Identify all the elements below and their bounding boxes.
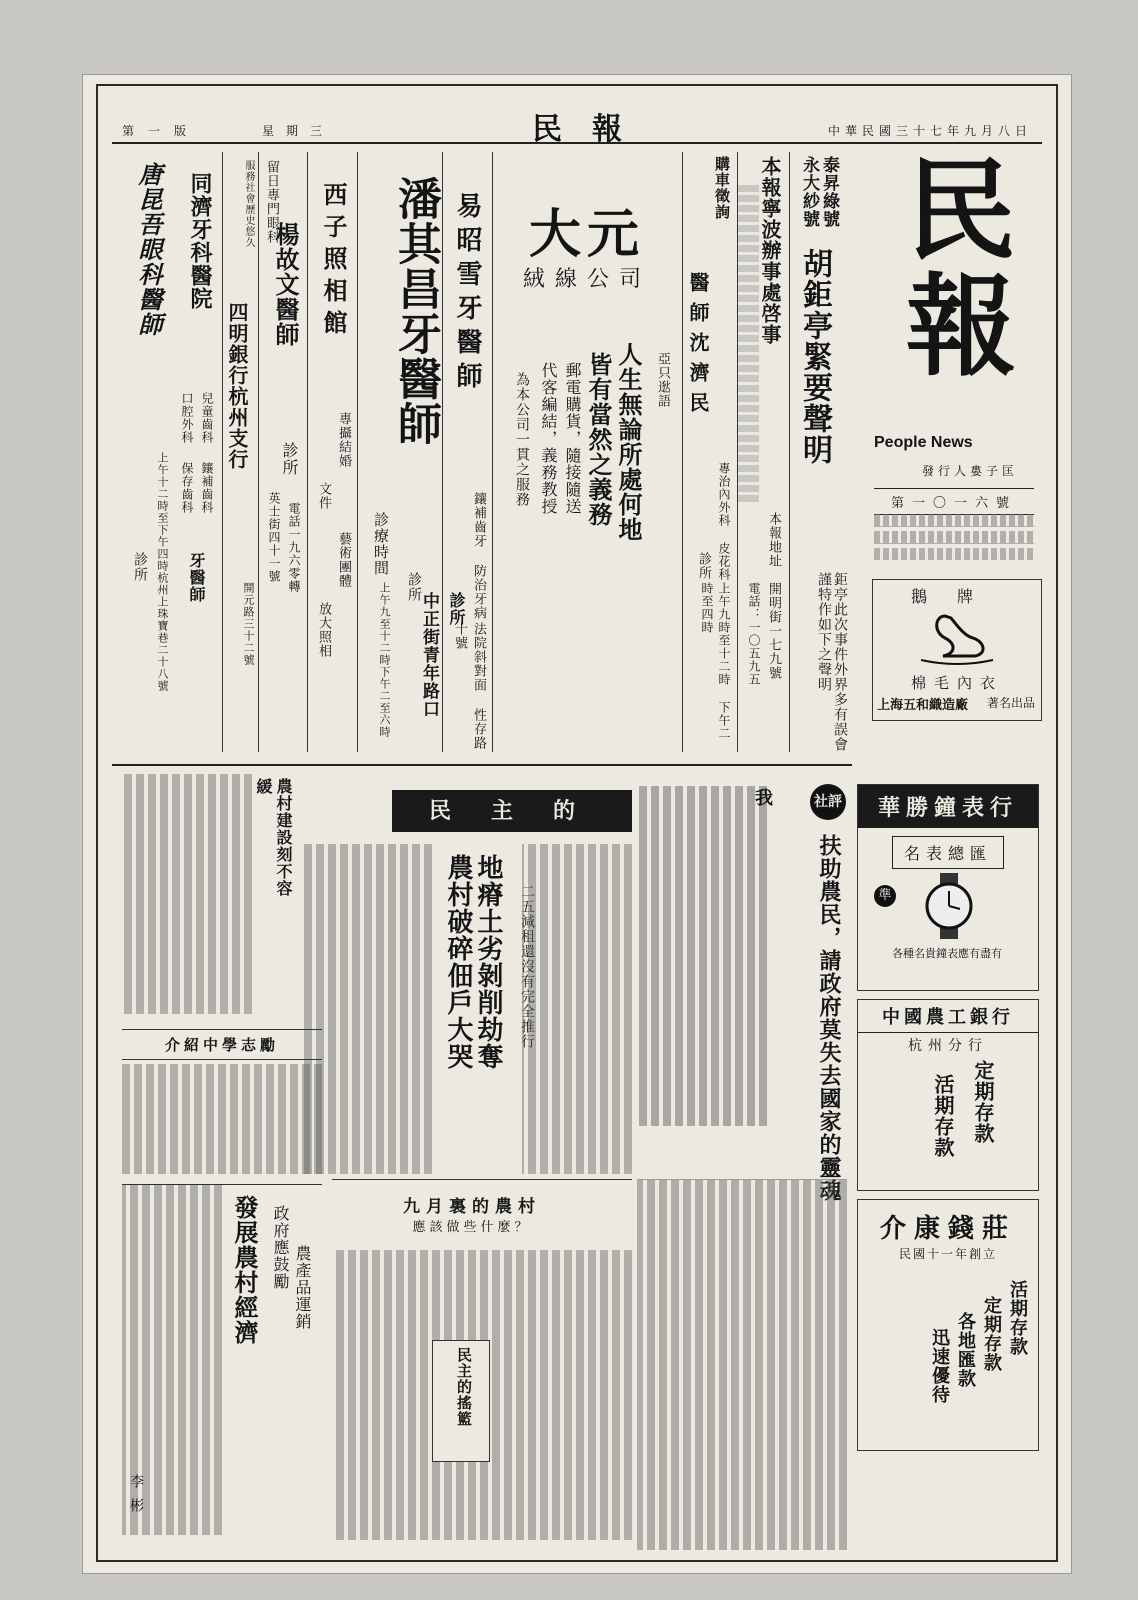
dayuan-sub: 絨線公司: [522, 267, 651, 292]
shen-label: 購車徵詢: [713, 156, 731, 220]
masthead-english: People News: [874, 434, 973, 451]
huasheng-name: 華勝鐘表行: [858, 785, 1038, 828]
swan-product: 棉毛內衣: [910, 674, 1003, 692]
democracy-heading: 民主的搖籃: [455, 1347, 473, 1427]
yang-phone: 電話一九六零轉: [287, 502, 301, 593]
land-heading: 地瘠土劣剝削劫奪: [473, 854, 503, 1070]
yang-ad: [258, 152, 308, 752]
land-body: [522, 844, 632, 1174]
tang-clinic: 診所: [132, 552, 148, 582]
bank-ad: [857, 999, 1039, 1191]
huasheng-ad: [857, 784, 1039, 991]
yang-clinic: 診所: [280, 442, 299, 476]
wall-heading: 民主的牆: [428, 798, 615, 866]
ningbo-phone: 電話：一〇五九五: [747, 582, 761, 686]
democracy-box: [432, 1340, 490, 1462]
siming-ad: [222, 152, 259, 752]
jiekang-item4: 迅速優待: [929, 1328, 950, 1404]
rural-econ-sub2: 農產品運銷: [293, 1245, 312, 1330]
xizi-line1: 專攝結婚: [336, 412, 351, 468]
bank-item1: 定期存款: [971, 1060, 995, 1144]
swan-tag: 著名出品: [986, 696, 1035, 710]
school-heading: 介紹中學志勵: [122, 1030, 322, 1060]
yang-name: 楊故文醫師: [271, 222, 300, 347]
land-sub: 農村破碎佃戶大哭: [443, 854, 473, 1070]
bottom-article-body: [637, 1179, 847, 1550]
xizi-line4: 放大照相: [316, 602, 331, 658]
tang-ad: [126, 152, 174, 752]
ningbo-addr: 開明街一七九號: [766, 582, 781, 680]
taisheng-line1: 泰昇綠號: [819, 156, 839, 228]
bank-item2: 活期存款: [931, 1074, 955, 1158]
header-bar: [112, 104, 1042, 147]
masthead-block: [852, 152, 1042, 572]
pan-hours: 上午九至十二時下午二至六時: [378, 582, 391, 738]
tongji-name: 同濟牙科醫院: [187, 172, 213, 310]
xizi-line2: 文件: [316, 482, 331, 510]
jiekang-item2: 定期存款: [981, 1296, 1002, 1372]
xizi-ad: [307, 152, 358, 752]
siming-addr: 開元路三十二號: [242, 582, 255, 666]
jiekang-name: 介康錢莊: [879, 1214, 1016, 1244]
ningbo-heading: 本報寧波辦事處啓事: [758, 156, 782, 345]
bank-name: 中國農工銀行: [858, 1000, 1038, 1033]
jiekang-item3: 各地匯款: [955, 1312, 976, 1388]
taisheng-ad: [788, 152, 848, 752]
dayuan-line1: 人生無論所處何地: [614, 342, 643, 542]
date-label: 中華民國三十七年九月八日: [827, 124, 1032, 138]
tongji-line2: 兒童齒科: [200, 392, 214, 444]
tang-hours: 上午十二時至下午四時: [156, 452, 169, 572]
shen-clinic: 診所: [696, 552, 711, 580]
dayuan-line5: 為本公司一貫之服務: [514, 372, 530, 507]
school-article: [122, 1029, 322, 1180]
rural-econ-heading: 發展農村經濟: [230, 1195, 259, 1345]
pan-clinic: 診所: [406, 572, 422, 602]
village-article: [122, 774, 297, 1024]
pan-hours-label: 診療時間: [372, 512, 390, 576]
dayuan-name: 大元: [528, 204, 645, 265]
shen-spec: 專治內外科 皮花科: [717, 462, 731, 581]
edition-label: 第一版: [122, 124, 201, 138]
taisheng-heading: 胡鉅亭緊要聲明: [797, 248, 832, 465]
tongji-line3: 保存齒科: [180, 462, 194, 514]
top-section-rule: [112, 764, 852, 766]
pan-name: 潘其昌牙醫師: [390, 176, 441, 446]
sept-heading: 九月裏的農村: [403, 1197, 541, 1217]
taisheng-sub: 鉅亭此次事件外界多有誤會謹特作如下之聲明: [816, 572, 848, 752]
huasheng-tag: 準: [874, 885, 896, 907]
village-heading: 農村建設刻不容緩: [254, 778, 293, 897]
newspaper-page: [82, 74, 1072, 1574]
swan-brand: 鵝牌: [910, 587, 1003, 606]
tongji-ad: [174, 152, 223, 752]
siming-services: 服務社會歷史悠久: [243, 160, 254, 248]
bank-branch: 杭州分行: [908, 1038, 988, 1054]
school-body: [122, 1064, 322, 1174]
land-note: 二五減租還沒有完全推行: [519, 884, 535, 1049]
huasheng-note: 各種名貴鐘表應有盡有: [892, 947, 1002, 960]
xizi-name: 西子照相館: [319, 182, 348, 342]
yang-label: 留日專門眼科: [264, 160, 279, 244]
rural-econ-sub: 政府應鼓勵: [271, 1205, 290, 1290]
tongji-line1: 口腔外科: [180, 392, 194, 444]
rural-econ-article: [122, 1184, 322, 1545]
masthead-title: 民報: [888, 152, 1017, 384]
jiekang-ad: [857, 1199, 1039, 1451]
dayuan-line2: 皆有當然之義務: [584, 352, 613, 527]
yizhao-name: 易昭雪牙醫師: [452, 192, 482, 396]
xizi-line3: 藝術團體: [336, 532, 351, 588]
taisheng-line2: 永大紗號: [799, 156, 819, 228]
tang-name: 唐昆吾眼科醫師: [134, 162, 163, 337]
editorial: [772, 784, 852, 1224]
ningbo-body: [737, 182, 759, 502]
masthead-issue: 第一〇一六號: [874, 488, 1034, 515]
tongji-line4: 鑲補齒科: [200, 462, 214, 514]
masthead-fineprint: [874, 514, 1034, 564]
tongji-doctor: 牙醫師: [187, 552, 206, 603]
watch-icon: [916, 873, 982, 939]
editorial-heading: 扶助農民，請政府莫失去國家的靈魂: [816, 834, 842, 1202]
header-title: 民報: [532, 112, 652, 147]
yizhao-ad: [442, 152, 493, 752]
swan-brand-ad: [872, 579, 1042, 721]
author-name: 李彬: [128, 1474, 144, 1522]
masthead-publisher: 發行人婁子匡: [922, 464, 1019, 478]
editorial-label: 社評: [810, 784, 846, 820]
yizhao-addr: 法院斜對面 性存路十號: [452, 622, 486, 750]
editorial-body: [637, 786, 767, 1126]
weekday-label: 星期三: [262, 124, 335, 138]
yizhao-clinic: 診所: [447, 592, 466, 626]
huasheng-sub: 名表總匯: [892, 836, 1004, 869]
jiekang-item1: 活期存款: [1007, 1280, 1028, 1356]
democracy-wall-header: [392, 790, 632, 866]
yang-addr: 英士街四十一號: [267, 492, 281, 583]
swan-maker: 上海五和織造廠: [877, 698, 969, 713]
swan-logo-icon: [915, 608, 999, 668]
doctor-shen-ad: [682, 152, 738, 752]
shen-name: 醫師沈濟民: [686, 272, 710, 422]
jiekang-founded: 民國十一年創立: [898, 1247, 997, 1261]
tang-addr: 杭州上珠寶巷二十八號: [156, 572, 169, 692]
village-body: [122, 774, 252, 1014]
sept-article: [332, 1179, 632, 1550]
pan-addr: 中正街青年路口: [419, 592, 439, 718]
ningbo-ad: [737, 152, 790, 752]
yizhao-spec: 鑲補齒牙 防治牙病: [471, 492, 486, 620]
editorial-kicker: 我: [752, 788, 773, 807]
dayuan-line3: 郵電購貨，隨接隨送: [563, 362, 582, 515]
dayuan-ad: [492, 152, 683, 752]
sept-sub: 應該做些什麼？: [412, 1220, 532, 1235]
dayuan-tagline: 亞只逖語: [655, 352, 670, 408]
shen-hours: 上午九時至十二時 下午二時至四時: [700, 582, 731, 740]
siming-name: 四明銀行杭州支行: [225, 302, 249, 470]
ningbo-addr-label: 本報地址: [766, 512, 781, 568]
dayuan-line4: 代客編結，義務教授: [539, 362, 558, 515]
pan-ad: [357, 152, 443, 752]
